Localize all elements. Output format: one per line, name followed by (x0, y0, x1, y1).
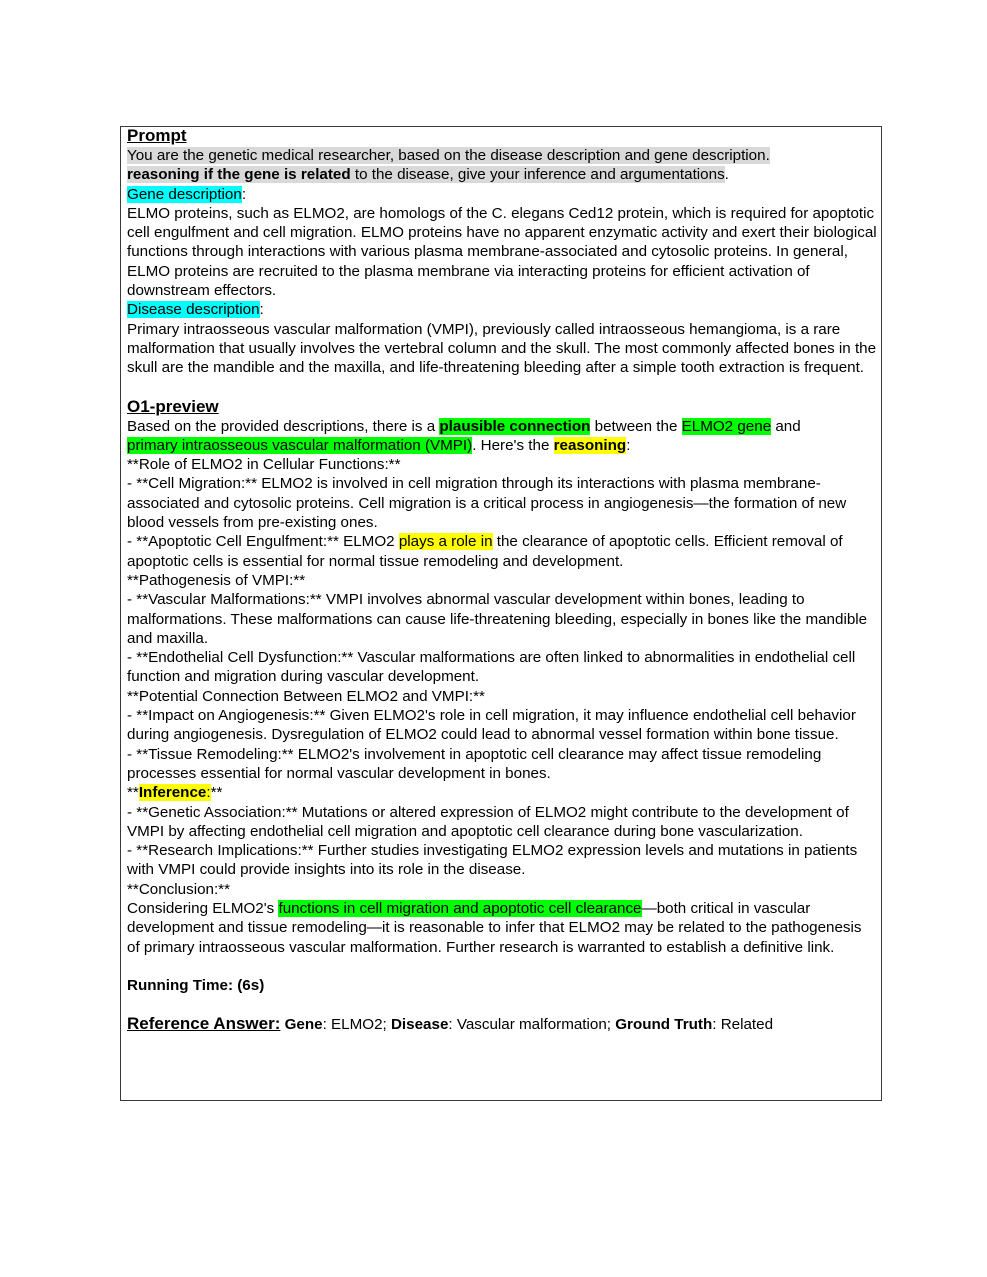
o1-intro: Based on the provided descriptions, there is a plausible connection between the ELMO2 gene and primary intraosseous vascular malformation (VMPI). Here's the reasoning: (127, 417, 801, 454)
prompt-instruction: You are the genetic medical researcher, based on the disease description and gene description. reasoning if the gene is related to the disease, give your inference and argumentations. (127, 147, 770, 184)
angiogenesis-paragraph: - **Impact on Angiogenesis:** Given ELMO2's role in cell migration, it may influence endothelial cell behavior during angiogenesis. Dysregulation of ELMO2 could lead to abnormal vessel formation within bone tissue. (127, 707, 856, 744)
disease-description-label: Disease description: (127, 301, 264, 319)
reference-answer-title: Reference Answer: (127, 1014, 281, 1034)
reference-answer: Reference Answer: Gene: ELMO2; Disease: Vascular malformation; Ground Truth: Related (127, 1014, 774, 1034)
prompt-line-2-bold: reasoning if the gene is related (127, 166, 351, 184)
document-content (127, 126, 877, 1034)
prompt-line-2-rest: to the disease, give your inference and argumentations (350, 166, 725, 184)
running-time: Running Time: (6s) (127, 976, 265, 994)
section-role-heading: **Role of ELMO2 in Cellular Functions:** (127, 456, 401, 474)
genetic-association-paragraph: - **Genetic Association:** Mutations or altered expression of ELMO2 might contribute to the development of VMPI by affecting endothelial cell migration and apoptotic cell clearance during bone vascularization. (127, 803, 849, 840)
prompt-title: Prompt (127, 126, 187, 145)
section-conclusion-heading: **Conclusion:** (127, 880, 230, 898)
gene-description-text: ELMO proteins, such as ELMO2, are homologs of the C. elegans Ced12 protein, which is required for apoptotic cell engulfment and cell migration. ELMO proteins have no apparent enzymatic activity and exert their biological functions through interactions with various plasma membrane-associated and cytosolic proteins. In general, ELMO proteins are recruited to the plasma membrane via interacting proteins for efficient activation of downstream effectors. (127, 204, 877, 300)
endothelial-dysfunction-paragraph: - **Endothelial Cell Dysfunction:** Vascular malformations are often linked to abnormalities in endothelial cell function and migration during vascular development. (127, 649, 856, 686)
section-inference-heading: **Inference:** (127, 784, 223, 802)
cell-migration-paragraph: - **Cell Migration:** ELMO2 is involved in cell migration through its interactions with plasma membrane-associated and cytosolic proteins. Cell migration is a critical process in angiogenesis—the formation of new blood vessels from pre-existing ones. (127, 475, 847, 532)
vascular-malformations-paragraph: - **Vascular Malformations:** VMPI involves abnormal vascular development within bones, leading to malformations. These malformations can cause life-threatening bleeding, especially in bones like the mandible and maxilla. (127, 591, 868, 647)
prompt-line-1: You are the genetic medical researcher, based on the disease description and gene description. (127, 147, 770, 164)
section-pathogenesis-heading: **Pathogenesis of VMPI:** (127, 571, 306, 589)
research-implications-paragraph: - **Research Implications:** Further studies investigating ELMO2 expression levels and mutations in patients with VMPI could provide insights into its role in the disease. (127, 842, 858, 879)
tissue-remodeling-paragraph: - **Tissue Remodeling:** ELMO2's involvement in apoptotic cell clearance may affect tissue remodeling processes essential for normal vascular development in bones. (127, 745, 822, 782)
apoptotic-engulfment-paragraph: - **Apoptotic Cell Engulfment:** ELMO2 plays a role in the clearance of apoptotic cells. Efficient removal of apoptotic cells is essential for normal tissue remodeling and development. (127, 533, 843, 570)
disease-description-text: Primary intraosseous vascular malformation (VMPI), previously called intraosseous hemangioma, is a rare malformation that usually involves the vertebral column and the skull. The most commonly affected bones in the skull are the mandible and the maxilla, and life-threatening bleeding after a simple tooth extraction is frequent. (127, 320, 877, 377)
conclusion-paragraph: Considering ELMO2's functions in cell migration and apoptotic cell clearance—both critical in vascular development and tissue remodeling—it is reasonable to infer that ELMO2 may be related to the pathogenesis of primary intraosseous vascular malformation. Further research is warranted to establish a definitive link. (127, 899, 862, 956)
o1-preview-title: O1-preview (127, 396, 219, 416)
section-connection-heading: **Potential Connection Between ELMO2 and VMPI:** (127, 687, 485, 705)
gene-description-label: Gene description: (127, 185, 247, 203)
